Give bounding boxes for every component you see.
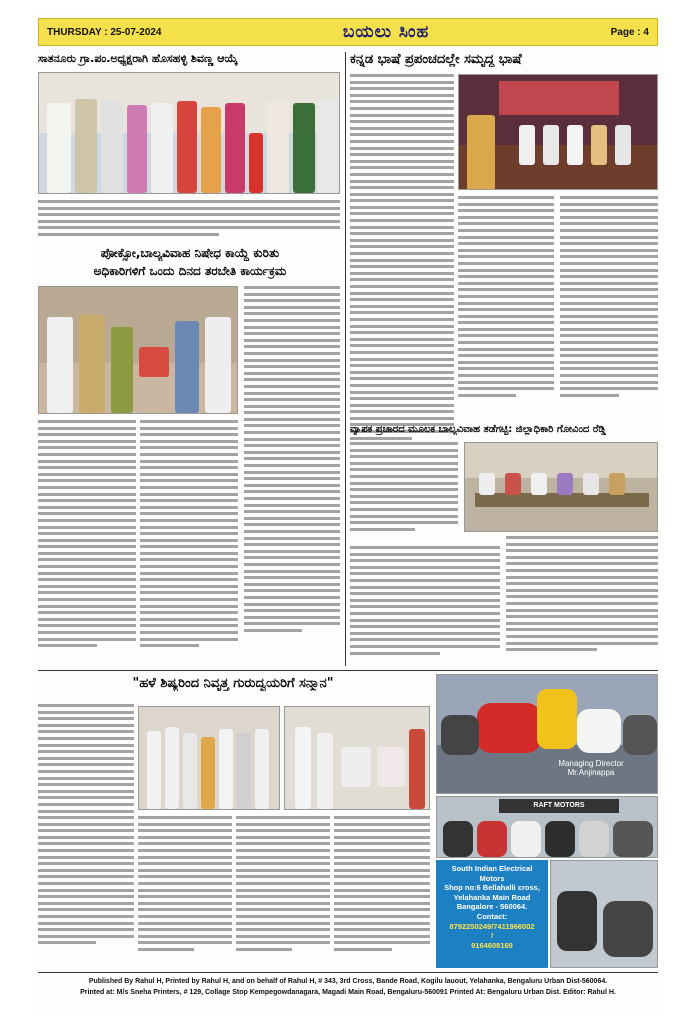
article-pocso-text-col3 <box>140 420 238 666</box>
article-kannada-text-col3 <box>560 196 658 416</box>
ad-overlay-caption: Managing Director Mr.Anjinappa <box>558 759 624 777</box>
photo-teachers-honour <box>284 706 430 810</box>
article-teachers-text-col4 <box>334 816 430 966</box>
masthead <box>38 18 658 46</box>
photo-pocso-training <box>38 286 238 414</box>
headline-child-marriage: ವ್ಯಾಪಕ ಪ್ರಚಾರದ ಮೂಲಕ ಬಾಲ್ಯವಿವಾಹ ತಡೆಗಟ್ಟಿ: ಜಿಲ್ಲಾಧಿಕಾರಿ ಗೋವಿಂದ ರೆಡ್ಡಿ <box>350 424 606 435</box>
ad-name-line1: South Indian Electrical <box>451 864 533 873</box>
imprint-footer <box>38 976 658 998</box>
article-kannada-text-col2 <box>458 196 554 416</box>
imprint-line2: Printed at: M/s Sneha Printers, # 129, Collage Stop Kempegowdanagara, Magadi Main Road, Bengaluru-560091 Printed At: Bengaluru Urban Dist. Editor: Rahul H. <box>80 989 616 996</box>
ad-address-line3: Bangalore - 560064. <box>456 902 528 912</box>
photo-teachers-group <box>138 706 280 810</box>
ad-contact-label: Contact: <box>476 911 508 921</box>
headline-pocso-line1: ಪೋಕ್ಸೋ,ಬಾಲ್ಯವಿವಾಹ ನಿಷೇಧ ಕಾಯ್ದೆ ಕುರಿತು <box>100 246 280 260</box>
imprint-line1: Published By Rahul H, Printed by Rahul H, and on behalf of Rahul H, # 343, 3rd Cross, Bande Road, Kogilu lauout, Yelahanka, Bengaluru Urban Dist-560064. <box>88 978 608 985</box>
ad-address-line1: Shop no:6 Bellahalli cross, <box>444 883 540 893</box>
issue-date: THURSDAY : 25-07-2024 <box>47 26 162 38</box>
ad-scooters-top <box>436 674 658 794</box>
article-child-marriage-text-col3 <box>506 536 658 666</box>
newspaper-title: ಬಯಲು ಸಿಂಹ <box>342 22 430 42</box>
ad-phone-secondary: 9164608169 <box>471 940 513 950</box>
photo-satanur-group <box>38 72 340 194</box>
article-teachers-text-col3 <box>236 816 330 966</box>
headline-pocso-line2: ಅಧಿಕಾರಿಗಳಿಗೆ ಒಂದು ದಿನದ ತರಬೇತಿ ಕಾರ್ಯಕ್ರಮ <box>93 264 287 278</box>
photo-child-marriage-meeting <box>464 442 658 532</box>
article-pocso-text-col2 <box>38 420 136 666</box>
headline-teachers-honour: "ಹಳೆ ಶಿಷ್ಯರಿಂದ ನಿವೃತ್ತ ಗುರುದ್ವಯರಿಗೆ ಸನ್ಮಾನ" <box>132 676 334 691</box>
article-child-marriage-text-col2 <box>350 546 500 666</box>
ad-address-line2: Yelahanka Main Road <box>453 892 531 902</box>
newspaper-page <box>32 14 664 1012</box>
page-number: Page : 4 <box>610 26 649 38</box>
ad-phone-primary: 8792250249/7411966002 <box>449 921 535 931</box>
section-divider <box>38 670 658 671</box>
article-kannada-text-col1 <box>350 74 454 474</box>
ad-showroom-photo <box>436 796 658 858</box>
ad-contact-box <box>436 860 548 968</box>
headline-kannada-language: ಕನ್ನಡ ಭಾಷೆ ಪ್ರಪಂಚದಲ್ಲೇ ಸಮೃದ್ಧ ಭಾಷೆ <box>350 52 522 67</box>
column-divider-top <box>345 52 346 666</box>
photo-kannada-stage <box>458 74 658 190</box>
article-child-marriage-text-col1 <box>350 442 458 542</box>
ad-shop-signboard: RAFT MOTORS <box>499 799 619 813</box>
headline-satanur: ಸಾತನೂರು ಗ್ರಾ.ಪಂ.ಅಧ್ಯಕ್ಷರಾಗಿ ಹೊಸಹಳ್ಳಿ ಶಿವಣ್ಣ ಆಯ್ಕೆ <box>38 52 238 65</box>
ad-name-line2: Motors <box>479 873 505 883</box>
article-teachers-text-col2 <box>138 816 232 966</box>
article-satanur-text <box>38 200 340 240</box>
article-teachers-text-col1 <box>38 704 134 966</box>
footer-divider <box>38 972 658 973</box>
ad-scooters-bottom <box>550 860 658 968</box>
ad-phone-separator: / <box>490 931 494 941</box>
article-pocso-text-col1 <box>244 286 340 666</box>
